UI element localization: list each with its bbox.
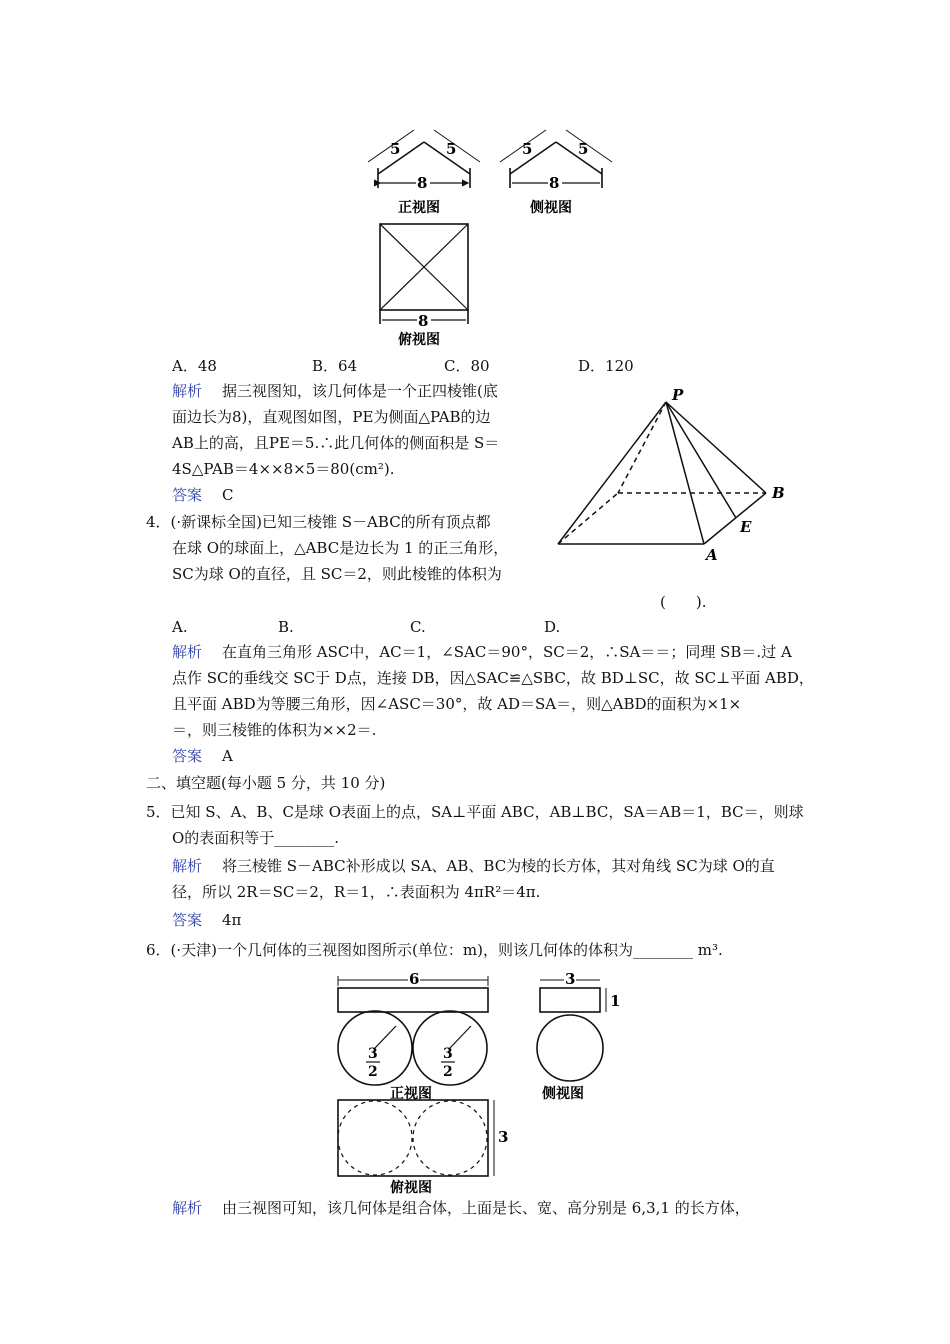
top-view-label-2: 俯视图 [390,1180,432,1196]
front-view-box [338,988,488,1012]
top-view-box [338,1100,488,1176]
top-view-label: 俯视图 [398,332,440,348]
q3-analysis-line-1: 据三视图知，该几何体是一个正四棱锥(底 [222,382,498,400]
front-slant-left: 5 [390,140,401,158]
q3-option-b: B．64 [312,357,358,375]
vertex-a: A [706,546,718,564]
side-base-length: 8 [549,174,560,192]
radius-denominator-right: 2 [443,1064,453,1080]
front-slant-right: 5 [446,140,457,158]
q4-paren: ( ). [660,593,707,611]
q4-analysis-line-3: 且平面 ABD为等腰三角形，因∠ASC＝30°，故 AD＝SA＝，则△ABD的面积为×1× [172,695,742,713]
q4-analysis-line-2: 点作 SC的垂线交 SC于 D点，连接 DB，因△SAC≌△SBC，故 BD⊥SC，故 SC⊥平面 ABD， [172,669,814,687]
top-view-square [380,224,468,324]
q3-analysis-line-4: 4S△PAB＝4××8×5＝80(cm²). [172,460,395,478]
q4-option-d: D. [544,618,561,636]
vertex-b: B [772,484,785,502]
q6-analysis-tag: 解析 [172,1199,203,1217]
q4-analysis-tag: 解析 [172,643,203,661]
q5-stem-line-1: 5．已知 S、A、B、C是球 O表面上的点，SA⊥平面 ABC，AB⊥BC，SA＝AB＝1，BC＝，则球 [146,803,804,821]
side-slant-left: 5 [522,140,533,158]
q6-analysis-text: 由三视图可知，该几何体是组合体，上面是长、宽、高分别是 6,3,1 的长方体， [222,1199,750,1217]
q3-answer-tag: 答案 [172,486,203,504]
height-label: 1 [610,992,621,1010]
q4-option-b: B. [278,618,294,636]
front-view-label-2: 正视图 [390,1086,432,1102]
top-base-length: 8 [418,312,429,330]
radius-numerator-right: 3 [443,1046,453,1062]
vertex-p: P [672,386,684,404]
front-base-length: 8 [417,174,428,192]
three-view-figure-1 [360,122,620,352]
q4-analysis-line-1: 在直角三角形 ASC中，AC＝1，∠SAC＝90°，SC＝2，∴SA＝＝；同理 SB＝.过 A [222,643,792,661]
q3-option-a: A．48 [172,357,217,375]
q4-stem-line-2: 在球 O的球面上，△ABC是边长为 1 的正三角形， [172,539,509,557]
q3-analysis-line-3: AB上的高，且PE＝5.∴此几何体的侧面积是 S＝ [172,434,500,452]
q3-answer: C [222,486,234,504]
q5-analysis-line-2: 径，所以 2R＝SC＝2，R＝1，∴表面积为 4πR²＝4π. [172,883,541,901]
side-slant-right: 5 [578,140,589,158]
side-view-box [540,988,600,1012]
point-e: E [740,518,752,536]
q3-option-c: C．80 [444,357,490,375]
q4-option-a: A. [172,618,188,636]
q3-analysis-tag: 解析 [172,382,203,400]
q4-stem-line-1: 4．(·新课标全国)已知三棱锥 S－ABC的所有顶点都 [146,513,491,531]
side-view-label-2: 侧视图 [542,1086,584,1102]
q4-answer: A [222,747,233,765]
pyramid-figure [548,384,798,564]
q5-analysis-tag: 解析 [172,857,203,875]
q5-answer-tag: 答案 [172,911,203,929]
depth-label: 3 [498,1128,509,1146]
three-view-figure-2 [330,966,630,1196]
q3-analysis-line-2: 面边长为8)，直观图如图，PE为侧面△PAB的边 [172,408,491,426]
q3-option-d: D．120 [578,357,634,375]
section-2-heading: 二、填空题(每小题 5 分，共 10 分) [146,774,386,792]
q4-option-c: C. [410,618,426,636]
radius-denominator-left: 2 [368,1064,378,1080]
q4-answer-tag: 答案 [172,747,203,765]
q5-stem-line-2: O的表面积等于________. [172,829,340,847]
q4-analysis-line-4: ＝，则三棱锥的体积为××2＝. [172,721,377,739]
q5-analysis-line-1: 将三棱锥 S－ABC补形成以 SA、AB、BC为棱的长方体，其对角线 SC为球 O的直 [222,857,775,875]
q5-answer: 4π [222,911,242,929]
side-view-label: 侧视图 [530,200,572,216]
radius-numerator-left: 3 [368,1046,378,1062]
q4-stem-line-3: SC为球 O的直径，且 SC＝2，则此棱锥的体积为 [172,565,502,583]
q6-stem: 6．(·天津)一个几何体的三视图如图所示(单位：m)，则该几何体的体积为________ m³. [146,941,723,959]
front-width-label: 6 [409,970,420,988]
side-width-label: 3 [565,970,576,988]
front-view-label: 正视图 [398,200,440,216]
